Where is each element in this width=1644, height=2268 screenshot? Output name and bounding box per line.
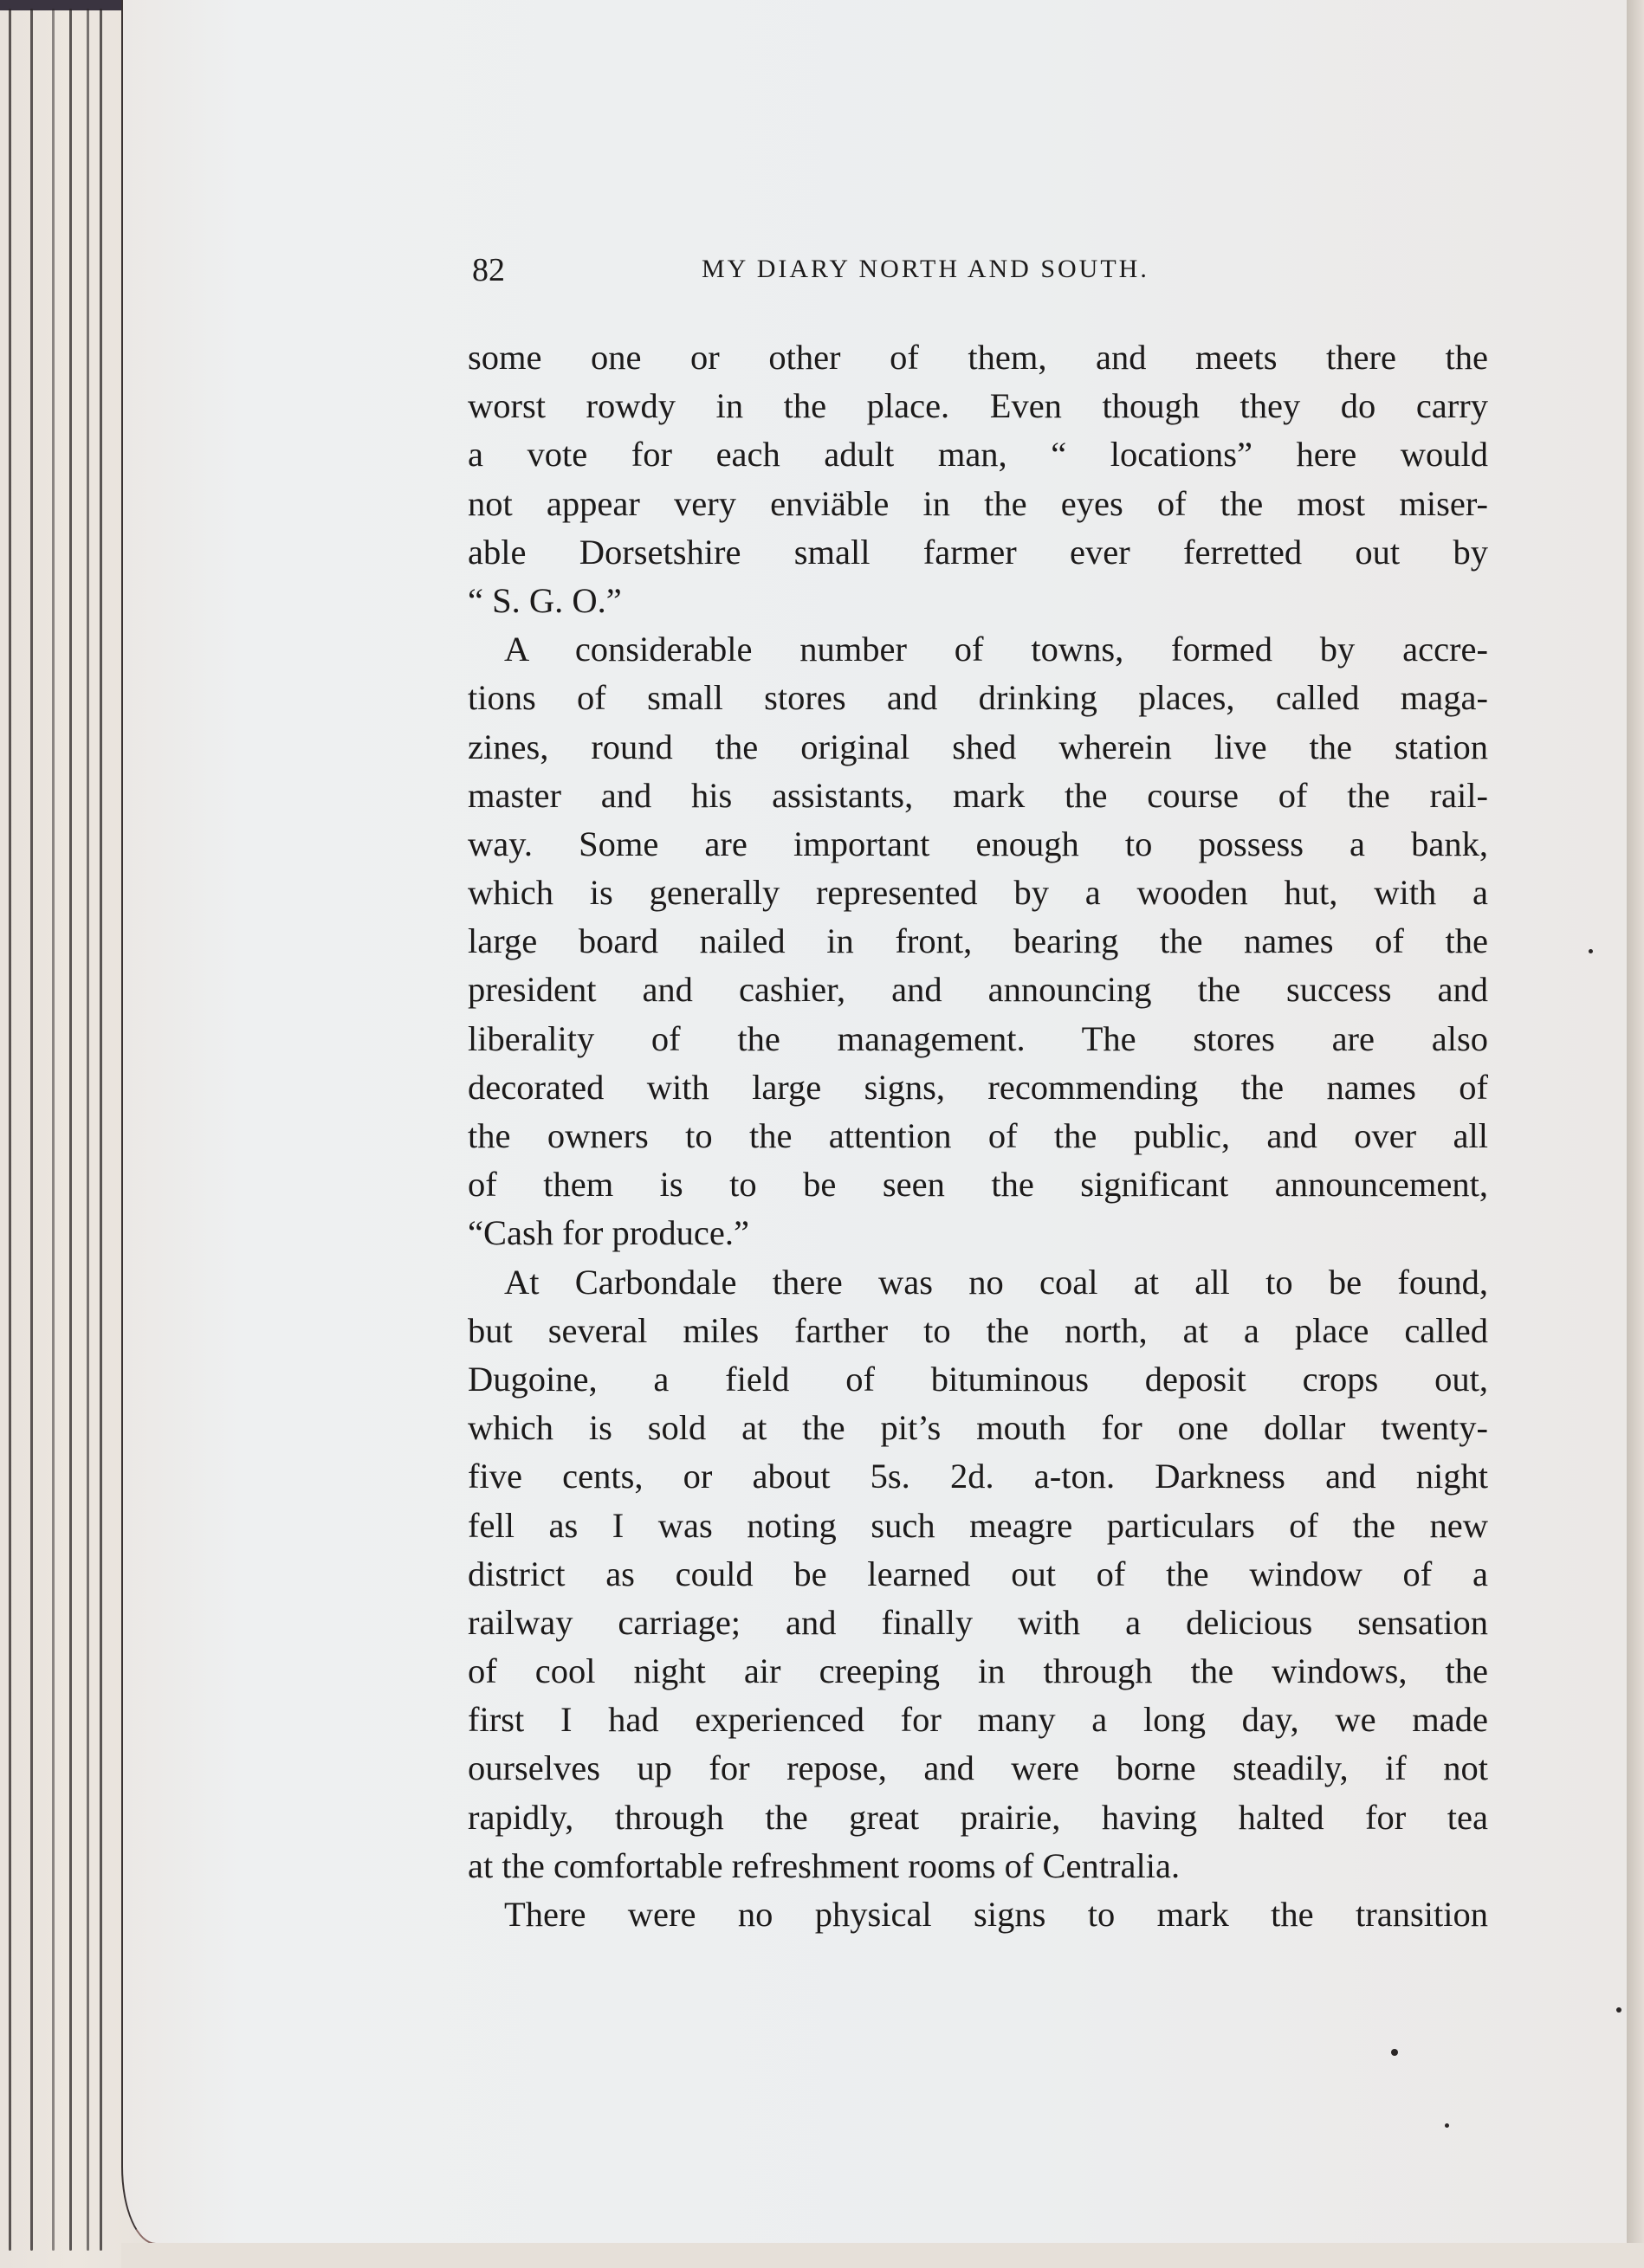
page-edge-line [9,9,11,2251]
page-edge-line [100,9,102,2251]
text-line: president and cashier, and announcing the success and [468,970,1488,1010]
book-cover-edge [0,0,121,10]
ink-spot [1589,949,1593,953]
page-edge-line [87,9,89,2251]
text-line: “ S. G. O.” [468,580,622,620]
text-line: some one or other of them, and meets there the [468,338,1488,377]
text-line: large board nailed in front, bearing the names of the [468,921,1488,961]
text-line: fell as I was noting such meagre particulars of the new [468,1505,1488,1545]
text-line: of cool night air creeping in through the windows, the [468,1651,1488,1691]
text-line: tions of small stores and drinking places, called maga- [468,678,1488,718]
text-line: rapidly, through the great prairie, having halted for tea [468,1797,1488,1837]
text-line: way. Some are important enough to possess a bank, [468,824,1488,863]
text-line: first I had experienced for many a long day, we made [468,1700,1488,1740]
text-line: Dugoine, a field of bituminous deposit crops out, [468,1359,1488,1399]
page-edge-line [69,9,72,2251]
text-line: zines, round the original shed wherein live the station [468,727,1488,766]
ink-spot [1445,2123,1449,2128]
text-line: railway carriage; and finally with a delicious sensation [468,1602,1488,1642]
text-line: At Carbondale there was no coal at all to be found, [504,1262,1488,1302]
page-edge-line [52,9,55,2251]
text-line: There were no physical signs to mark the transition [504,1895,1488,1934]
text-line: worst rowdy in the place. Even though they do carry [468,386,1488,426]
right-page-edge [1627,0,1644,2268]
text-line: a vote for each adult man, “ locations” here would [468,435,1488,475]
text-line: five cents, or about 5s. 2d. a-ton. Darkness and night [468,1457,1488,1496]
text-line: “Cash for produce.” [468,1213,749,1253]
ink-spot [1391,2049,1398,2056]
text-line: which is sold at the pit’s mouth for one dollar twenty- [468,1408,1488,1448]
text-line: able Dorsetshire small farmer ever ferretted out by [468,532,1488,572]
page-header [472,251,1485,294]
page-edge-line [30,9,33,2251]
text-line: of them is to be seen the significant announcement, [468,1165,1488,1205]
page-number: 82 [472,252,505,288]
text-line: decorated with large signs, recommending the names of [468,1067,1488,1107]
bottom-page-edge [121,2243,1644,2268]
body-text [468,333,1488,1939]
text-line: master and his assistants, mark the course of the rail- [468,775,1488,815]
running-head: MY DIARY NORTH AND SOUTH. [702,255,1149,283]
text-line: district as could be learned out of the window of a [468,1554,1488,1593]
text-line: liberality of the management. The stores are also [468,1018,1488,1058]
text-line: not appear very enviäble in the eyes of the most miser- [468,483,1488,523]
text-line: A considerable number of towns, formed by accre- [504,630,1488,669]
text-line: which is generally represented by a wooden hut, with a [468,873,1488,913]
text-line: ourselves up for repose, and were borne steadily, if not [468,1748,1488,1788]
ink-spot [1616,2007,1621,2013]
text-line: but several miles farther to the north, at a place called [468,1310,1488,1350]
text-line: the owners to the attention of the public, and over all [468,1116,1488,1155]
text-line: at the comfortable refreshment rooms of Centralia. [468,1845,1181,1885]
